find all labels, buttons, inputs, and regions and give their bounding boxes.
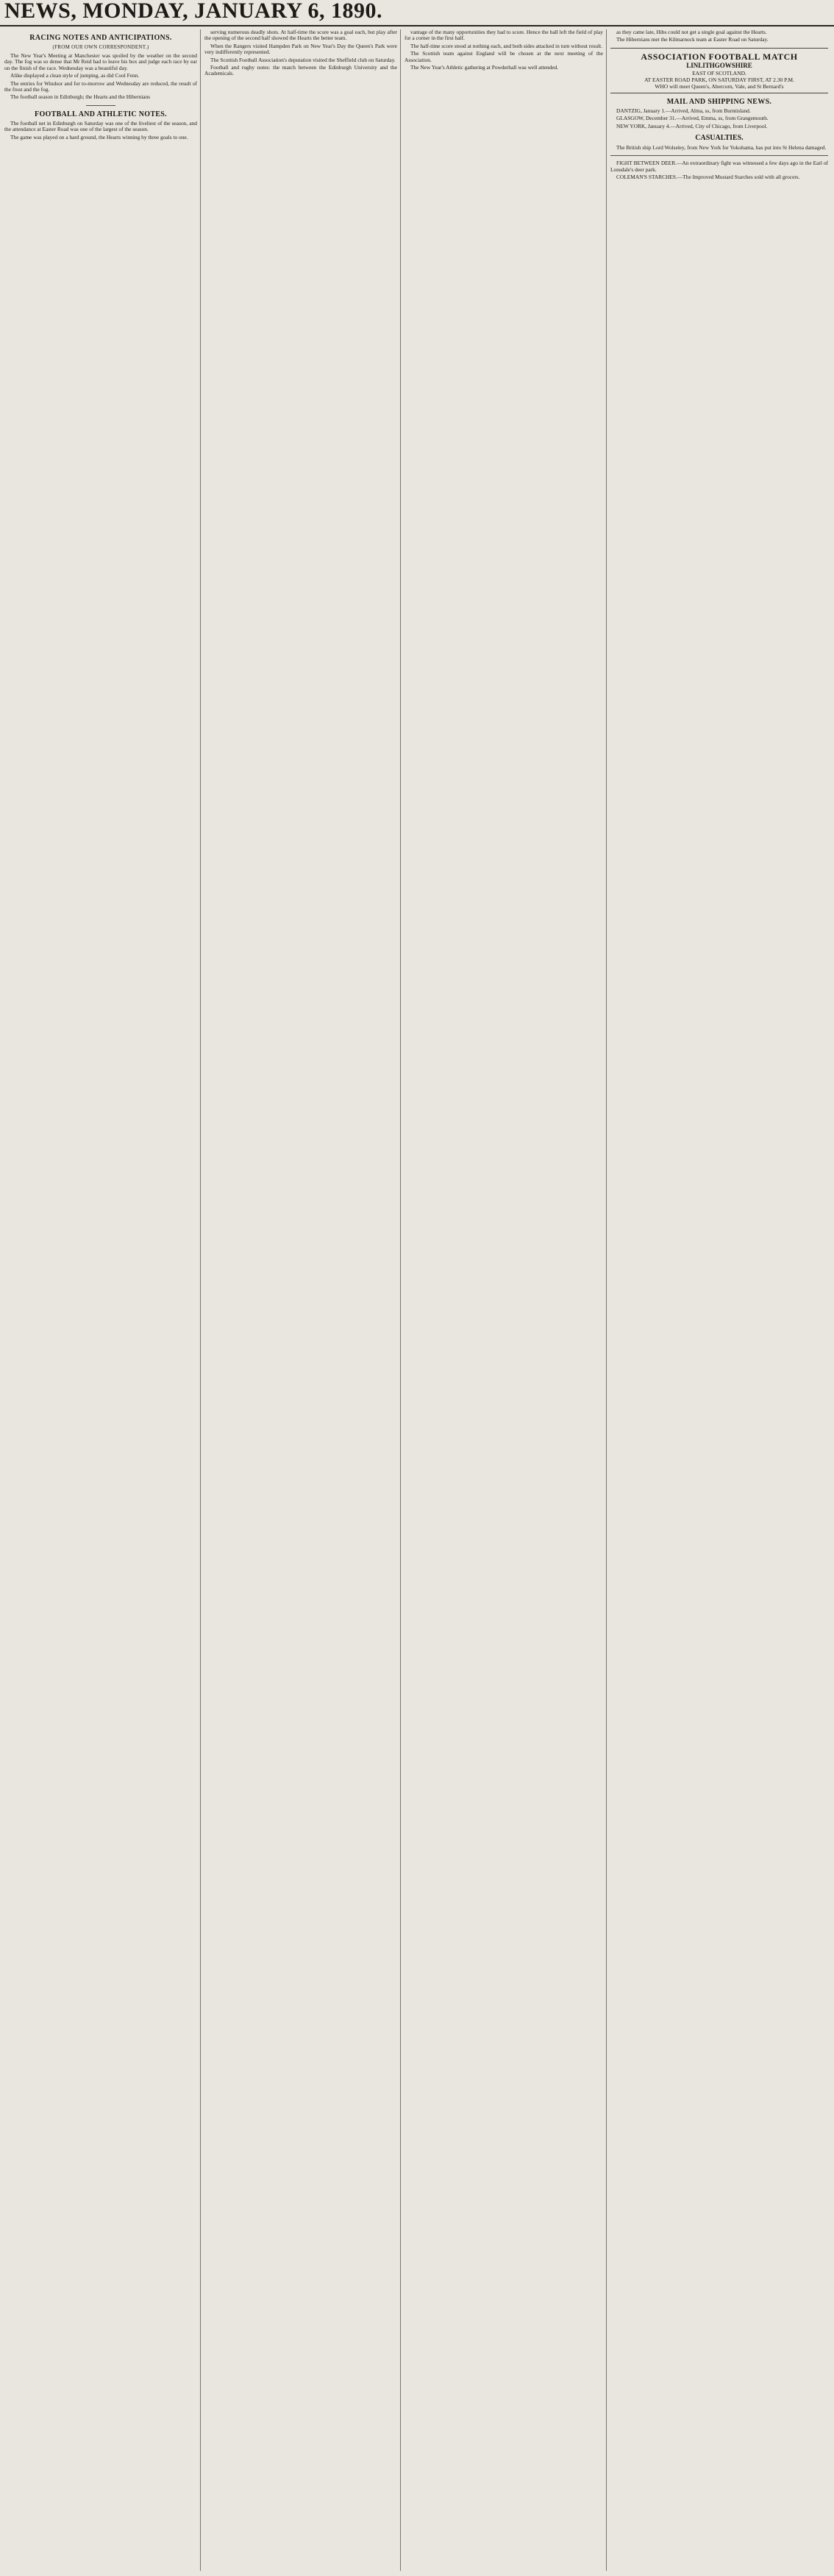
article-paragraph: The half-time score stood at nothing each, and both sides attacked in turn without result. [410, 42, 603, 49]
article-paragraph: Alike displayed a clean style of jumping, as did Cool Fenn. [10, 72, 140, 79]
column-divider [400, 29, 401, 2571]
article-paragraph: The entries for Windsor and for to-morrow and Wednesday are reduced, the result of the frost and the fog. [4, 79, 197, 93]
masthead [0, 0, 834, 26]
advertisement-line: LINLITHGOWSHIRE [686, 61, 752, 69]
article-paragraph: The Scottish team against England will be chosen at the next meeting of the Association. [404, 50, 603, 63]
article-paragraph: When the Rangers visited Hampden Park on New Year's Day the Queen's Park were very indifferently represented. [204, 42, 397, 56]
newspaper-page [0, 29, 834, 2575]
column-4 [610, 29, 828, 2571]
column-1 [4, 29, 197, 2571]
shipping-entry: DANTZIG, January 1.—Arrived, Alma, ss, from Burntisland. [616, 107, 751, 114]
advertisement-line: WHO will meet Queen's, Abercorn, Vale, and St Bernard's [655, 82, 784, 90]
article-paragraph: serving numerous deadly shots. At half-time the score was a goal each, but play after the opening of the second half showed the Hearts the better team. [204, 29, 397, 42]
advertisement-line: EAST OF SCOTLAND. [692, 69, 746, 77]
newspaper-date-title: NEWS, MONDAY, JANUARY 6, 1890. [4, 0, 382, 23]
article-paragraph: as they came late, Hibs could not get a single goal against the Hearts. [616, 29, 767, 35]
article-paragraph: The Hibernians met the Kilmarnock team at Easter Road on Saturday. [616, 36, 769, 43]
column-divider [200, 29, 201, 2571]
divider [610, 155, 828, 156]
mail-shipping-headline: MAIL AND SHIPPING NEWS. [666, 97, 772, 106]
article-paragraph: The New Year's Meeting at Manchester was spoiled by the weather on the second day. The fog was so dense that Mr Reid had to leave his box and judge each race by ear on the finish of the race. Wednesday was a beautiful day. [4, 52, 197, 71]
article-paragraph: The game was played on a hard ground, the Hearts winning by three goals to one. [10, 133, 188, 140]
advertisement-title: ASSOCIATION FOOTBALL MATCH [641, 51, 798, 62]
football-notes-headline: FOOTBALL AND ATHLETIC NOTES. [35, 110, 167, 118]
news-item: FIGHT BETWEEN DEER.—An extraordinary fight was witnessed a few days ago in the Earl of Lonsdale's deer park. [610, 160, 828, 173]
advertisement-line: AT EASTER ROAD PARK, ON SATURDAY FIRST, AT 2.30 P.M. [644, 76, 794, 83]
shipping-entry: GLASGOW, December 31.—Arrived, Emma, ss, from Grangemouth. [616, 115, 769, 122]
article-paragraph: The New Year's Athletic gathering at Powderhall was well attended. [410, 64, 559, 71]
shipping-entry: NEW YORK, January 4.—Arrived, City of Chicago, from Liverpool. [616, 122, 768, 129]
divider [86, 105, 115, 106]
column-3 [404, 29, 603, 2571]
football-match-advertisement [610, 48, 828, 93]
article-paragraph: The football net in Edinburgh on Saturday was one of the liveliest of the season, and the attendance at Easter Road was one of the largest of the season. [4, 119, 197, 133]
article-paragraph: vantage of the many opportunities they had to score. Hence the ball left the field of play for a corner in the first half. [404, 29, 603, 42]
casualty-entry: The British ship Lord Wolseley, from New York for Yokohama, has put into St Helena damaged. [616, 144, 827, 152]
article-paragraph: Football and rugby notes: the match between the Edinburgh University and the Academicals. [204, 64, 397, 77]
article-paragraph: The Scottish Football Association's deputation visited the Sheffield club on Saturday. [210, 56, 396, 63]
racing-notes-byline: (FROM OUR OWN CORRESPONDENT.) [52, 44, 149, 50]
column-2 [204, 29, 397, 2571]
column-divider [606, 29, 607, 2571]
article-paragraph: The football season in Edinburgh; the Hearts and the Hibernians [10, 93, 151, 101]
casualties-headline: CASUALTIES. [695, 134, 744, 143]
racing-notes-headline: RACING NOTES AND ANTICIPATIONS. [29, 34, 172, 42]
news-item: COLEMAN'S STARCHES.—The Improved Mustard Starches sold with all grocers. [616, 174, 800, 181]
